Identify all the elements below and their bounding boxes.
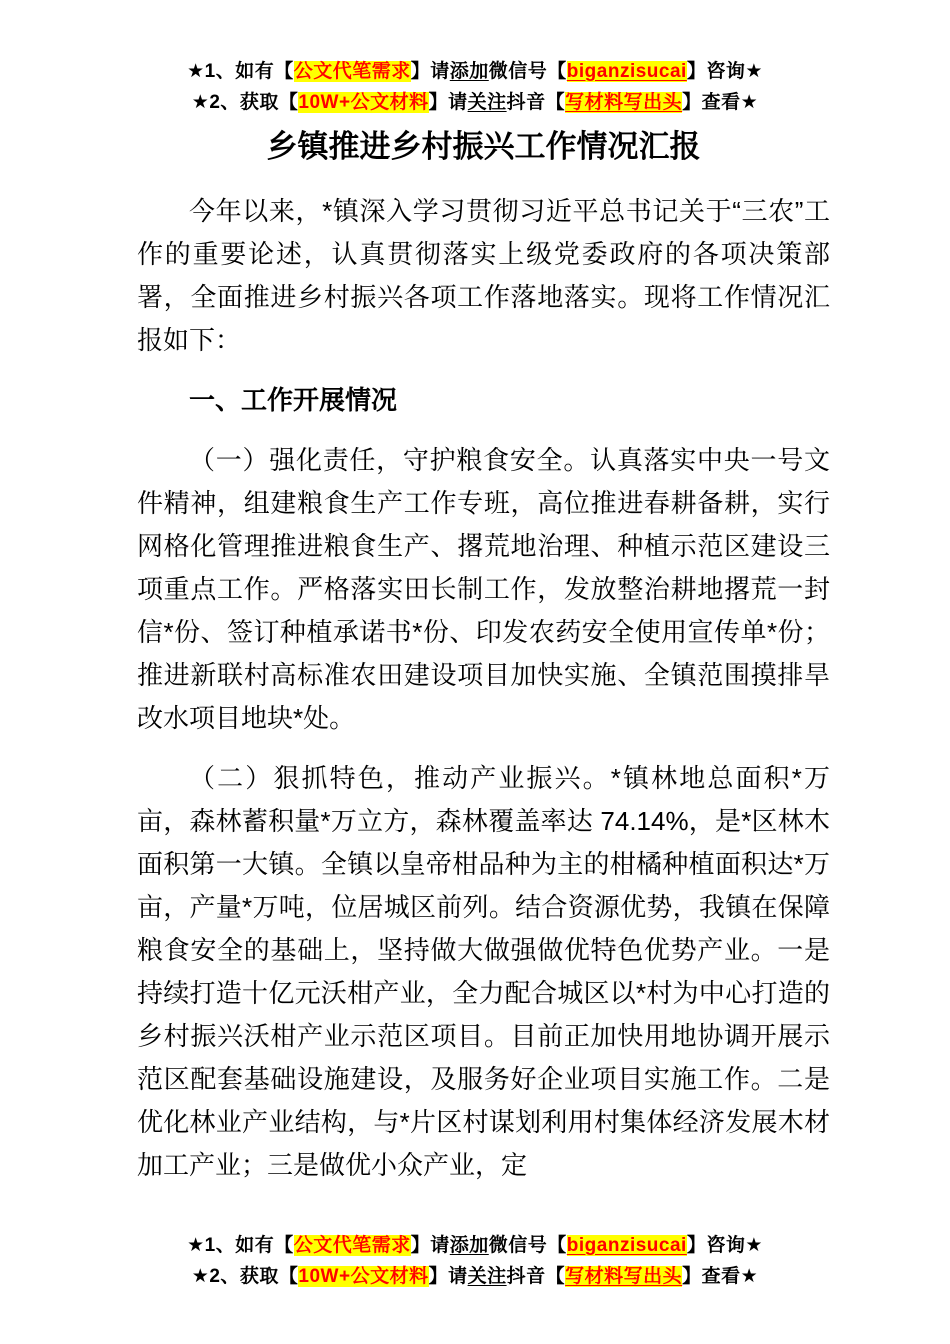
notice-text: 】查看★ [682, 1266, 759, 1287]
underlined-text: 添加 [449, 1235, 489, 1256]
notice-text: 微信号【 [488, 1235, 567, 1256]
notice-text: 抖音【 [506, 92, 566, 113]
footer-notice-line-2 [0, 1261, 950, 1292]
footer-notice-line-1 [0, 1230, 950, 1261]
highlighted-text: 公文代笔需求 [293, 61, 411, 82]
header-notice [0, 56, 950, 118]
underlined-text: 关注 [467, 1266, 507, 1287]
document-title: 乡镇推进乡村振兴工作情况汇报 [266, 129, 701, 164]
notice-text: ★2、获取【 [191, 92, 299, 113]
notice-text: 】请 [428, 92, 468, 113]
highlighted-text: 公文代笔需求 [293, 1235, 411, 1256]
underlined-text: 添加 [449, 61, 489, 82]
notice-text: 】请 [410, 61, 450, 82]
section-heading-1: 一、工作开展情况 [189, 385, 398, 415]
highlighted-wechat-id: biganzisucai [566, 1235, 687, 1256]
notice-text: 】请 [428, 1266, 468, 1287]
notice-text: 】请 [410, 1235, 450, 1256]
notice-text: ★1、如有【 [187, 1235, 294, 1256]
notice-text: ★1、如有【 [187, 61, 294, 82]
notice-text: 抖音【 [506, 1266, 566, 1287]
notice-text: 】咨询★ [686, 61, 763, 82]
notice-text: 】咨询★ [686, 1235, 763, 1256]
underlined-text: 关注 [467, 92, 507, 113]
paragraph-item-2: （二）狠抓特色，推动产业振兴。*镇林地总面积*万亩，森林蓄积量*万立方，森林覆盖率达 74.14%，是*区林木面积第一大镇。全镇以皇帝柑品种为主的柑橘种植面积达*万亩，产量*万吨，位居城区前列。结合资源优势，我镇在保障粮食安全的基础上，坚持做大做强做优特色优势产业。一是持续打造十亿元沃柑产业，全力配合城区以*村为中心打造的乡村振兴沃柑产业示范区项目。目前正加快用地协调开展示范区配套基础设施建设，及服务好企业项目实施工作。二是优化林业产业结构，与*片区村谋划利用村集体经济发展木材加工产业；三是做优小众产业，定 [137, 763, 830, 1180]
notice-text: 微信号【 [488, 61, 567, 82]
highlighted-text: 10W+公文材料 [298, 1266, 429, 1287]
highlighted-douyin-id: 写材料写出头 [565, 1266, 683, 1287]
highlighted-text: 10W+公文材料 [298, 92, 429, 113]
highlighted-douyin-id: 写材料写出头 [565, 92, 683, 113]
header-notice-line-2 [0, 87, 950, 118]
paragraph-intro: 今年以来，*镇深入学习贯彻习近平总书记关于“三农”工作的重要论述，认真贯彻落实上级党委政府的各项决策部署，全面推进乡村振兴各项工作落地落实。现将工作情况汇报如下： [137, 196, 830, 355]
highlighted-wechat-id: biganzisucai [566, 61, 687, 82]
document-content [137, 122, 830, 1204]
notice-text: ★2、获取【 [191, 1266, 299, 1287]
notice-text: 】查看★ [682, 92, 759, 113]
header-notice-line-1 [0, 56, 950, 87]
paragraph-item-1: （一）强化责任，守护粮食安全。认真落实中央一号文件精神，组建粮食生产工作专班，高位推进春耕备耕，实行网格化管理推进粮食生产、撂荒地治理、种植示范区建设三项重点工作。严格落实田长制工作，发放整治耕地撂荒一封信*份、签订种植承诺书*份、印发农药安全使用宣传单*份；推进新联村高标准农田建设项目加快实施、全镇范围摸排旱改水项目地块*处。 [137, 445, 830, 733]
footer-notice [0, 1230, 950, 1292]
